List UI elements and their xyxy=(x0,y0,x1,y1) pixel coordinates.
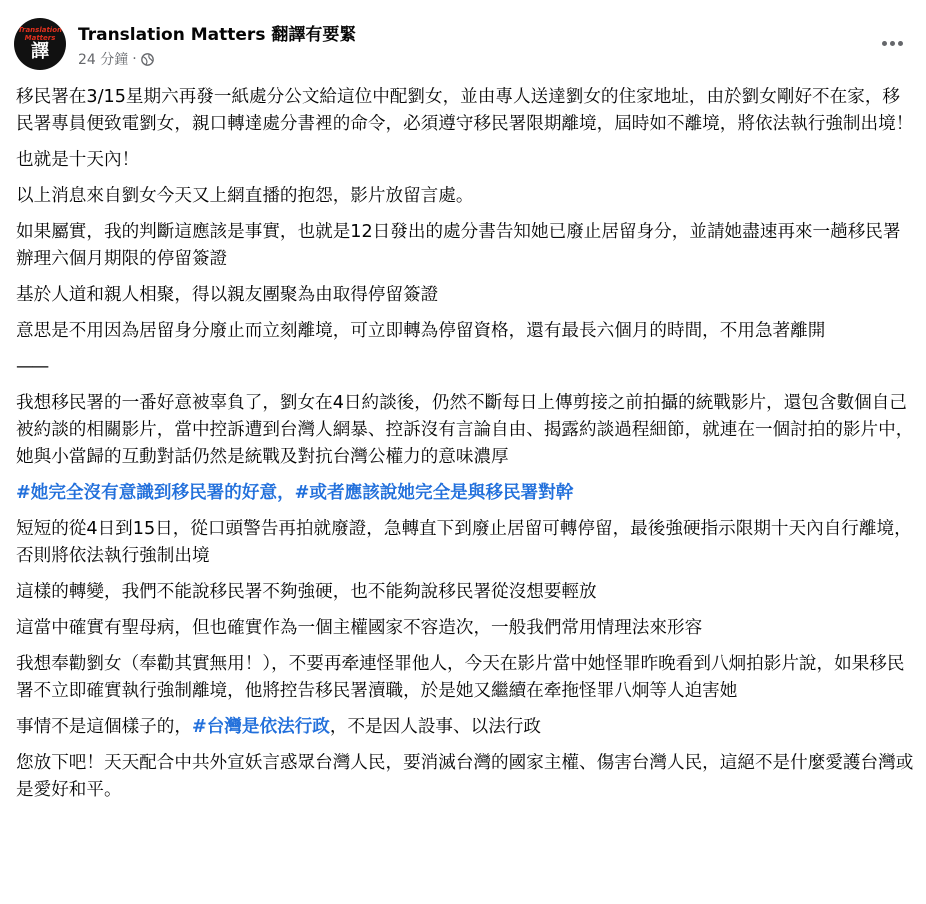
post-hashtag-line xyxy=(16,480,914,507)
post-header xyxy=(14,18,912,70)
hashtag-link[interactable]: #或者應該說她完全是與移民署對幹 xyxy=(294,483,574,503)
avatar-logo-glyph: 譯 xyxy=(31,41,49,62)
post-paragraph-14 xyxy=(16,714,914,741)
globe-icon[interactable] xyxy=(141,53,154,66)
paragraph-text: ，不是因人設事、以法行政 xyxy=(329,717,541,737)
avatar-logo-text: Translation Matters xyxy=(18,26,62,42)
post-paragraph-13: 我想奉勸劉女（奉勸其實無用！），不要再牽連怪罪他人，今天在影片當中她怪罪昨晚看到八炯拍影片說，如果移民署不立即確實執行強制離境，他將控告移民署瀆職，於是她又繼續在牽拖怪罪八炯等人迫害她 xyxy=(16,654,905,701)
hashtag-separator: ， xyxy=(277,483,295,503)
post-paragraph-3: 以上消息來自劉女今天又上網直播的抱怨，影片放留言處。 xyxy=(16,186,474,206)
post-paragraph-2: 也就是十天內！ xyxy=(16,150,140,170)
post-paragraph-4: 如果屬實，我的判斷這應該是事實，也就是12日發出的處分書告知她已廢止居留身分，並請她盡速再來一趟移民署辦理六個月期限的停留簽證 xyxy=(16,222,901,269)
meta-separator: · xyxy=(132,51,137,67)
post-paragraph-11: 這樣的轉變，我們不能說移民署不夠強硬，也不能夠說移民署從沒想要輕放 xyxy=(16,582,597,602)
page-avatar[interactable] xyxy=(14,18,66,70)
post-paragraph-15: 您放下吧！天天配合中共外宣妖言惑眾台灣人民，要消滅台灣的國家主權、傷害台灣人民，這絕不是什麼愛護台灣或是愛好和平。 xyxy=(16,753,914,800)
hashtag-link[interactable]: #她完全沒有意識到移民署的好意 xyxy=(16,483,278,503)
post-paragraph-5: 基於人道和親人相聚，得以親友團聚為由取得停留簽證 xyxy=(16,285,439,305)
more-options-icon[interactable] xyxy=(874,30,910,56)
post-divider-dash: —— xyxy=(16,357,48,377)
post-paragraph-12: 這當中確實有聖母病，但也確實作為一個主權國家不容造次，一般我們常用情理法來形容 xyxy=(16,618,703,638)
post-meta xyxy=(78,49,154,69)
paragraph-text: 事情不是這個樣子的， xyxy=(16,717,192,737)
hashtag-link[interactable]: #台灣是依法行政 xyxy=(191,717,330,737)
post-paragraph-8: 我想移民署的一番好意被辜負了，劉女在4日約談後，仍然不斷每日上傳剪接之前拍攝的統戰影片，還包含數個自己被約談的相關影片，當中控訴遭到台灣人網暴、控訴沒有言論自由、揭露約談過程細節，就連在一個討拍的影片中，她與小當歸的互動對話仍然是統戰及對抗台灣公權力的意味濃厚 xyxy=(16,393,914,467)
post-paragraph-1: 移民署在3/15星期六再發一紙處分公文給這位中配劉女，並由專人送達劉女的住家地址，由於劉女剛好不在家，移民署專員便致電劉女，親口轉達處分書裡的命令，必須遵守移民署限期離境，屆時如不離境，將依法執行強制出境！ xyxy=(16,87,914,134)
post-timestamp[interactable]: 24 分鐘 xyxy=(78,52,129,68)
post-body xyxy=(16,84,914,813)
post-paragraph-10: 短短的從4日到15日，從口頭警告再拍就廢證，急轉直下到廢止居留可轉停留，最後強硬指示限期十天內自行離境，否則將依法執行強制出境 xyxy=(16,519,912,566)
post-paragraph-6: 意思是不用因為居留身分廢止而立刻離境，可立即轉為停留資格，還有最長六個月的時間，不用急著離開 xyxy=(16,321,826,341)
page-name-link[interactable]: Translation Matters 翻譯有要緊 xyxy=(78,25,357,45)
